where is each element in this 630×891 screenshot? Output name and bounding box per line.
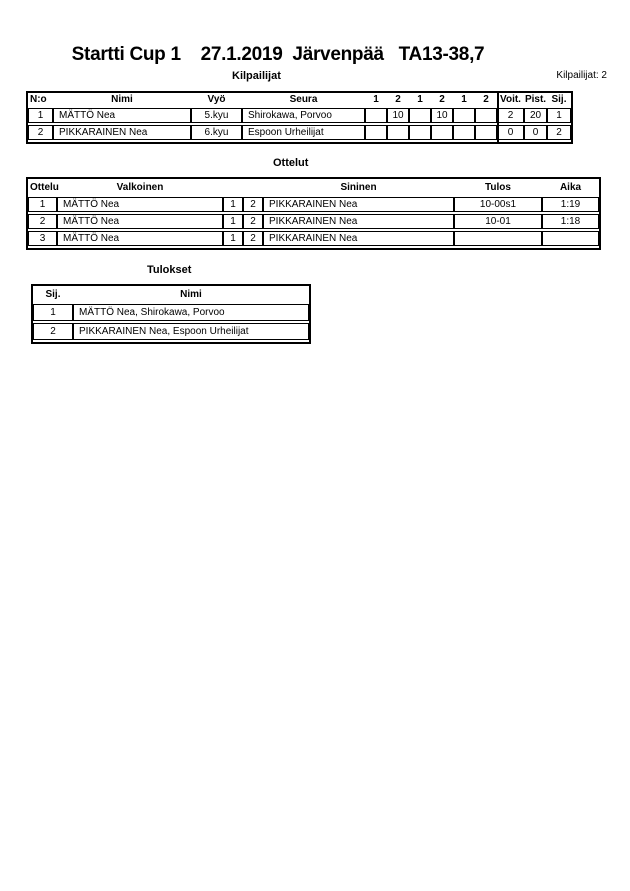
col-header-score3: 1	[417, 94, 423, 105]
matches-table	[26, 177, 601, 250]
cell-time: 1:19	[542, 197, 599, 212]
cell-score	[431, 125, 453, 140]
cell-club: Espoon Urheilijat	[242, 125, 365, 140]
col-header-time: Aika	[559, 181, 582, 193]
cell-name: PIKKARAINEN Nea, Espoon Urheilijat	[73, 323, 309, 340]
cell-place: 1	[547, 108, 571, 123]
cell-score	[365, 125, 387, 140]
cell-white: MÄTTÖ Nea	[57, 231, 223, 246]
cell-score	[409, 125, 431, 140]
col-header-score1: 1	[373, 94, 379, 105]
cell-place: 2	[547, 125, 571, 140]
col-header-match-no: Ottelu	[30, 181, 59, 193]
result-row	[33, 323, 309, 340]
cell-time: 1:18	[542, 214, 599, 229]
competitor-row	[28, 108, 571, 123]
cell-blue: PIKKARAINEN Nea	[263, 214, 454, 229]
cell-score	[453, 108, 475, 123]
cell-match-no: 2	[28, 214, 57, 229]
cell-blue-num: 2	[243, 214, 263, 229]
cell-points: 20	[524, 108, 547, 123]
cell-white-num: 1	[223, 231, 243, 246]
col-header-no: N:o	[30, 94, 47, 105]
cell-white: MÄTTÖ Nea	[57, 197, 223, 212]
cell-score: 10	[431, 108, 453, 123]
match-row	[28, 197, 599, 212]
col-header-name: Nimi	[180, 288, 202, 300]
col-header-score4: 2	[439, 94, 445, 105]
cell-blue-num: 2	[243, 231, 263, 246]
cell-no: 2	[28, 125, 53, 140]
cell-club: Shirokawa, Porvoo	[242, 108, 365, 123]
competitors-header-row	[28, 93, 571, 106]
result-row	[33, 304, 309, 321]
cell-blue: PIKKARAINEN Nea	[263, 231, 454, 246]
cell-place: 1	[33, 304, 73, 321]
cell-name: MÄTTÖ Nea, Shirokawa, Porvoo	[73, 304, 309, 321]
col-header-name: Nimi	[111, 94, 133, 105]
results-heading: Tulokset	[147, 264, 192, 276]
col-header-points: Pist.	[524, 94, 547, 105]
col-header-white: Valkoinen	[116, 181, 164, 193]
cell-time	[542, 231, 599, 246]
col-header-blue: Sininen	[340, 181, 377, 193]
cell-white: MÄTTÖ Nea	[57, 214, 223, 229]
match-row	[28, 231, 599, 246]
competitors-count: Kilpailijat: 2	[556, 70, 607, 81]
cell-score	[409, 108, 431, 123]
page-title: Startti Cup 1 27.1.2019 Järvenpää TA13-38,7	[71, 44, 485, 65]
cell-name: PIKKARAINEN Nea	[53, 125, 191, 140]
cell-score	[453, 125, 475, 140]
cell-wins: 2	[497, 108, 524, 123]
cell-wins: 0	[497, 125, 524, 140]
cell-white-num: 1	[223, 214, 243, 229]
col-header-wins: Voit.	[500, 94, 521, 105]
cell-no: 1	[28, 108, 53, 123]
col-header-belt: Vyö	[207, 94, 226, 105]
cell-belt: 6.kyu	[191, 125, 242, 140]
col-header-place: Sij.	[45, 288, 61, 300]
results-header-row	[33, 286, 309, 302]
cell-belt: 5.kyu	[191, 108, 242, 123]
matches-heading: Ottelut	[273, 157, 309, 169]
col-header-score6: 2	[483, 94, 489, 105]
cell-result: 10-00s1	[454, 197, 542, 212]
col-header-score5: 1	[461, 94, 467, 105]
competitors-table	[26, 91, 573, 144]
competitor-row	[28, 125, 571, 140]
cell-blue-num: 2	[243, 197, 263, 212]
cell-score	[387, 125, 409, 140]
cell-name: MÄTTÖ Nea	[53, 108, 191, 123]
cell-result: 10-01	[454, 214, 542, 229]
results-table	[31, 284, 311, 344]
cell-white-num: 1	[223, 197, 243, 212]
matches-header-row	[28, 179, 599, 195]
score-section-divider	[497, 93, 499, 142]
col-header-club: Seura	[289, 94, 318, 105]
cell-place: 2	[33, 323, 73, 340]
cell-points: 0	[524, 125, 547, 140]
cell-score	[475, 108, 497, 123]
cell-blue: PIKKARAINEN Nea	[263, 197, 454, 212]
competitors-heading: Kilpailijat	[232, 70, 281, 82]
cell-score	[365, 108, 387, 123]
col-header-score2: 2	[395, 94, 401, 105]
cell-score	[475, 125, 497, 140]
cell-score: 10	[387, 108, 409, 123]
cell-match-no: 1	[28, 197, 57, 212]
cell-result	[454, 231, 542, 246]
col-header-place: Sij.	[551, 94, 567, 105]
cell-match-no: 3	[28, 231, 57, 246]
match-row	[28, 214, 599, 229]
col-header-result: Tulos	[485, 181, 511, 193]
